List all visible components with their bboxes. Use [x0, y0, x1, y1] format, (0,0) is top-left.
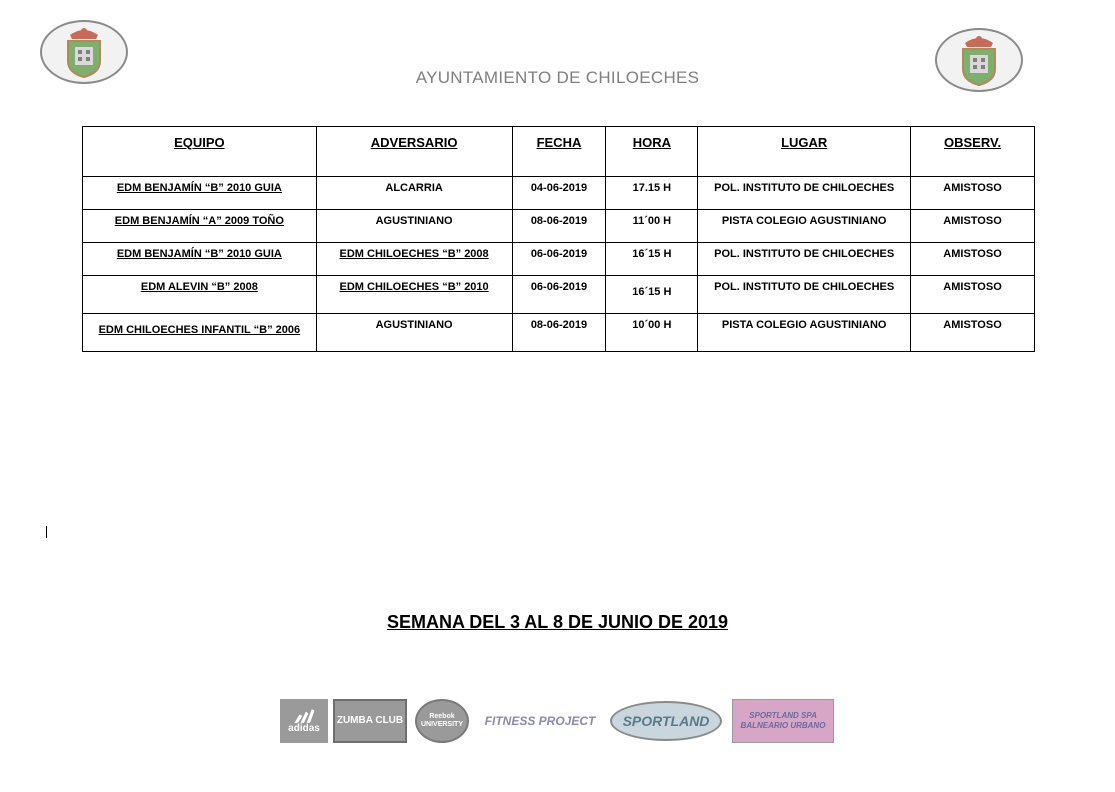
cell-equipo: EDM BENJAMÍN “A” 2009 TOÑO	[83, 210, 317, 243]
table-row	[83, 177, 1035, 210]
col-header-equipo: EQUIPO	[83, 127, 317, 177]
cell-hora: 16´15 H	[606, 243, 698, 276]
cell-equipo: EDM ALEVIN “B” 2008	[83, 276, 317, 314]
cell-equipo: EDM CHILOECHES INFANTIL “B” 2006	[83, 314, 317, 352]
fixtures-table	[82, 126, 1035, 352]
text-cursor	[46, 526, 47, 538]
cell-fecha: 04-06-2019	[512, 177, 606, 210]
cell-fecha: 08-06-2019	[512, 314, 606, 352]
week-title: SEMANA DEL 3 AL 8 DE JUNIO DE 2019	[386, 612, 729, 632]
cell-fecha: 06-06-2019	[512, 276, 606, 314]
table-row	[83, 243, 1035, 276]
cell-adversario: ALCARRIA	[316, 177, 512, 210]
cell-observ: AMISTOSO	[911, 177, 1035, 210]
cell-adversario: EDM CHILOECHES “B” 2008	[316, 243, 512, 276]
cell-adversario: AGUSTINIANO	[316, 314, 512, 352]
sportland-logo-icon: SPORTLAND	[610, 701, 722, 741]
col-header-hora: HORA	[606, 127, 698, 177]
table-header-row	[83, 127, 1035, 177]
cell-adversario: EDM CHILOECHES “B” 2010	[316, 276, 512, 314]
cell-lugar: POL. INSTITUTO DE CHILOECHES	[698, 276, 911, 314]
sportland-spa-logo-icon: SPORTLAND SPA BALNEARIO URBANO	[732, 699, 834, 743]
cell-hora: 16´15 H	[606, 276, 698, 314]
cell-lugar: POL. INSTITUTO DE CHILOECHES	[698, 243, 911, 276]
cell-hora: 11´00 H	[606, 210, 698, 243]
cell-lugar: PISTA COLEGIO AGUSTINIANO	[698, 314, 911, 352]
cell-hora: 10´00 H	[606, 314, 698, 352]
table-row	[83, 210, 1035, 243]
cell-equipo: EDM BENJAMÍN “B” 2010 GUIA	[83, 243, 317, 276]
cell-equipo: EDM BENJAMÍN “B” 2010 GUIA	[83, 177, 317, 210]
cell-observ: AMISTOSO	[911, 210, 1035, 243]
table-row	[83, 276, 1035, 314]
col-header-lugar: LUGAR	[698, 127, 911, 177]
zumba-club-logo-icon: ZUMBA CLUB	[333, 699, 407, 743]
cell-adversario: AGUSTINIANO	[316, 210, 512, 243]
col-header-observ: OBSERV.	[911, 127, 1035, 177]
table-row	[83, 314, 1035, 352]
cell-lugar: POL. INSTITUTO DE CHILOECHES	[698, 177, 911, 210]
col-header-adversario: ADVERSARIO	[316, 127, 512, 177]
col-header-fecha: FECHA	[512, 127, 606, 177]
cell-observ: AMISTOSO	[911, 243, 1035, 276]
cell-observ: AMISTOSO	[911, 314, 1035, 352]
adidas-logo-icon: adidas	[280, 699, 328, 743]
fitness-project-logo-icon: FITNESS PROJECT	[484, 714, 596, 728]
town-title: AYUNTAMIENTO DE CHILOECHES	[415, 68, 700, 87]
cell-fecha: 08-06-2019	[512, 210, 606, 243]
cell-lugar: PISTA COLEGIO AGUSTINIANO	[698, 210, 911, 243]
reebok-logo-icon: Reebok UNIVERSITY	[415, 699, 469, 743]
cell-fecha: 06-06-2019	[512, 243, 606, 276]
cell-hora: 17.15 H	[606, 177, 698, 210]
cell-observ: AMISTOSO	[911, 276, 1035, 314]
